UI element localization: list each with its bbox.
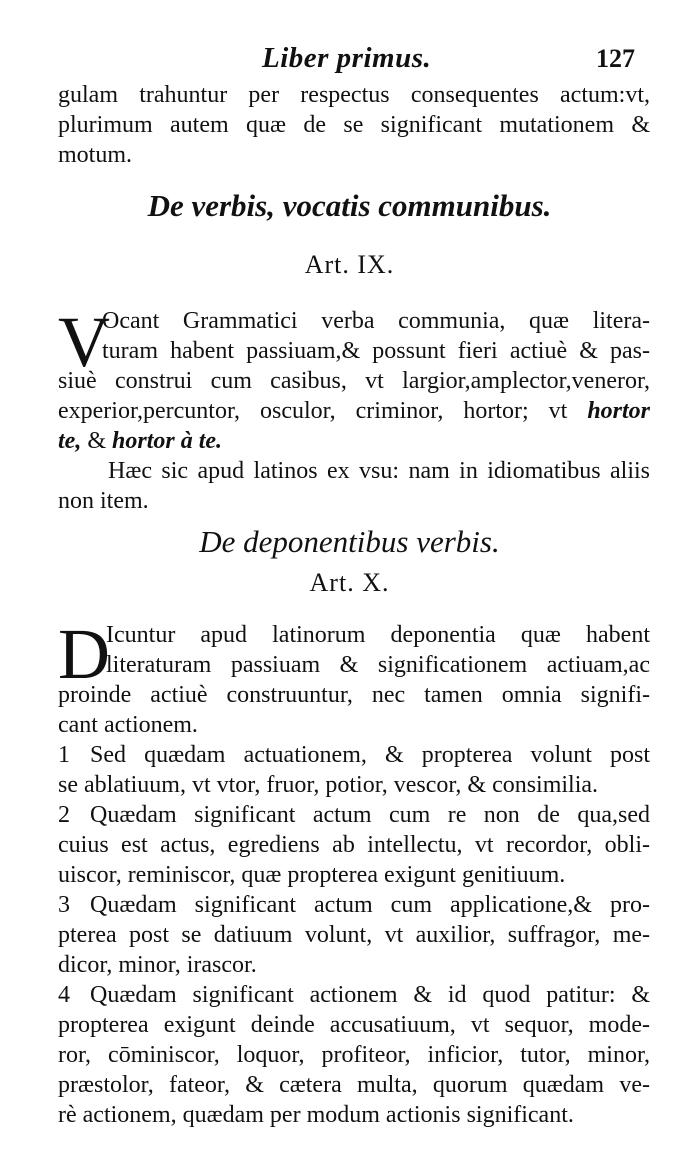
text-line: literaturam passiuam & significationem actiuam,ac (106, 652, 650, 678)
text-line: præstolor, fateor, & cætera multa, quorum quædam ve- (58, 1072, 650, 1098)
text-line: proinde actiuè construuntur, nec tamen omnia signifi- (58, 682, 650, 708)
text-line: se ablatiuum, vt vtor, fruor, potior, vescor, & consimilia. (58, 772, 599, 798)
text-line (58, 426, 650, 456)
section-heading-ix: De verbis, vocatis communibus. (147, 188, 552, 223)
text-line: cuius est actus, egrediens ab intellectu, vt recordor, obli- (58, 832, 650, 858)
example-phrase: hortor à te. (112, 428, 223, 454)
text-line: rè actionem, quædam per modum actionis significant. (58, 1102, 574, 1128)
page-number: 127 (596, 44, 635, 73)
text-line (58, 980, 650, 1010)
text-line: ror, cōminiscor, loquor, profiteor, inficior, tutor, minor, (58, 1042, 650, 1068)
list-item (58, 980, 650, 1130)
item-number: 2 (58, 802, 70, 828)
page-header (0, 42, 699, 82)
text-segment: & (87, 428, 112, 454)
text-line: non item. (58, 488, 149, 514)
item-number: 1 (58, 742, 70, 768)
text-line: uiscor, reminiscor, quæ propterea exigunt genitiuum. (58, 862, 566, 888)
text-line: plurimum autem quæ de se significant mutationem & (58, 112, 650, 138)
list-item (58, 890, 650, 980)
example-word: hortor (587, 398, 651, 424)
paragraph-x-1 (58, 614, 650, 740)
text-segment: Quædam significant actionem & id quod patitur: & (90, 982, 650, 1008)
example-word: te, (58, 428, 82, 454)
text-segment: Quædam significant actum cum re non de qua,sed (90, 802, 650, 828)
text-line: turam habent passiuam,& possunt fieri actiuè & pas- (102, 338, 650, 364)
text-line: Ocant Grammatici verba communia, quæ litera- (102, 308, 650, 334)
article-label-x: Art. X. (309, 568, 390, 597)
paragraph-ix-2 (58, 456, 650, 516)
item-number: 4 (58, 982, 70, 1008)
text-line (58, 396, 650, 426)
section-heading-x: De deponentibus verbis. (199, 524, 500, 559)
numbered-list (58, 740, 650, 1130)
paragraph-ix-1 (58, 302, 651, 456)
item-number: 3 (58, 892, 70, 918)
text-line (58, 740, 650, 770)
text-segment: Sed quædam actuationem, & propterea volunt post (90, 742, 650, 768)
text-line (58, 800, 650, 830)
text-line: pterea post se datiuum volunt, vt auxilior, suffragor, me- (58, 922, 650, 948)
text-line: dicor, minor, irascor. (58, 952, 257, 978)
running-head: Liber primus. (262, 42, 432, 74)
text-line: gulam trahuntur per respectus consequentes actum:vt, (58, 82, 650, 108)
list-item (58, 800, 650, 890)
list-item (58, 740, 650, 800)
top-paragraph (58, 80, 650, 170)
text-line: cant actionem. (58, 712, 198, 738)
dropcap-d: D (58, 614, 110, 694)
text-line: propterea exigunt deinde accusatiuum, vt sequor, mode- (58, 1012, 650, 1038)
text-line: siuè construi cum casibus, vt largior,amplector,veneror, (58, 368, 650, 394)
text-line (58, 890, 650, 920)
text-line: Hæc sic apud latinos ex vsu: nam in idiomatibus aliis (108, 458, 650, 484)
dropcap-v: V (58, 302, 110, 382)
text-segment: Quædam significant actum cum applicatione,& pro- (90, 892, 650, 918)
article-label-ix: Art. IX. (304, 250, 395, 279)
text-line: motum. (58, 142, 133, 168)
text-segment: experior,percuntor, osculor, criminor, hortor; vt (58, 398, 568, 424)
text-line: Icuntur apud latinorum deponentia quæ habent (106, 622, 650, 648)
